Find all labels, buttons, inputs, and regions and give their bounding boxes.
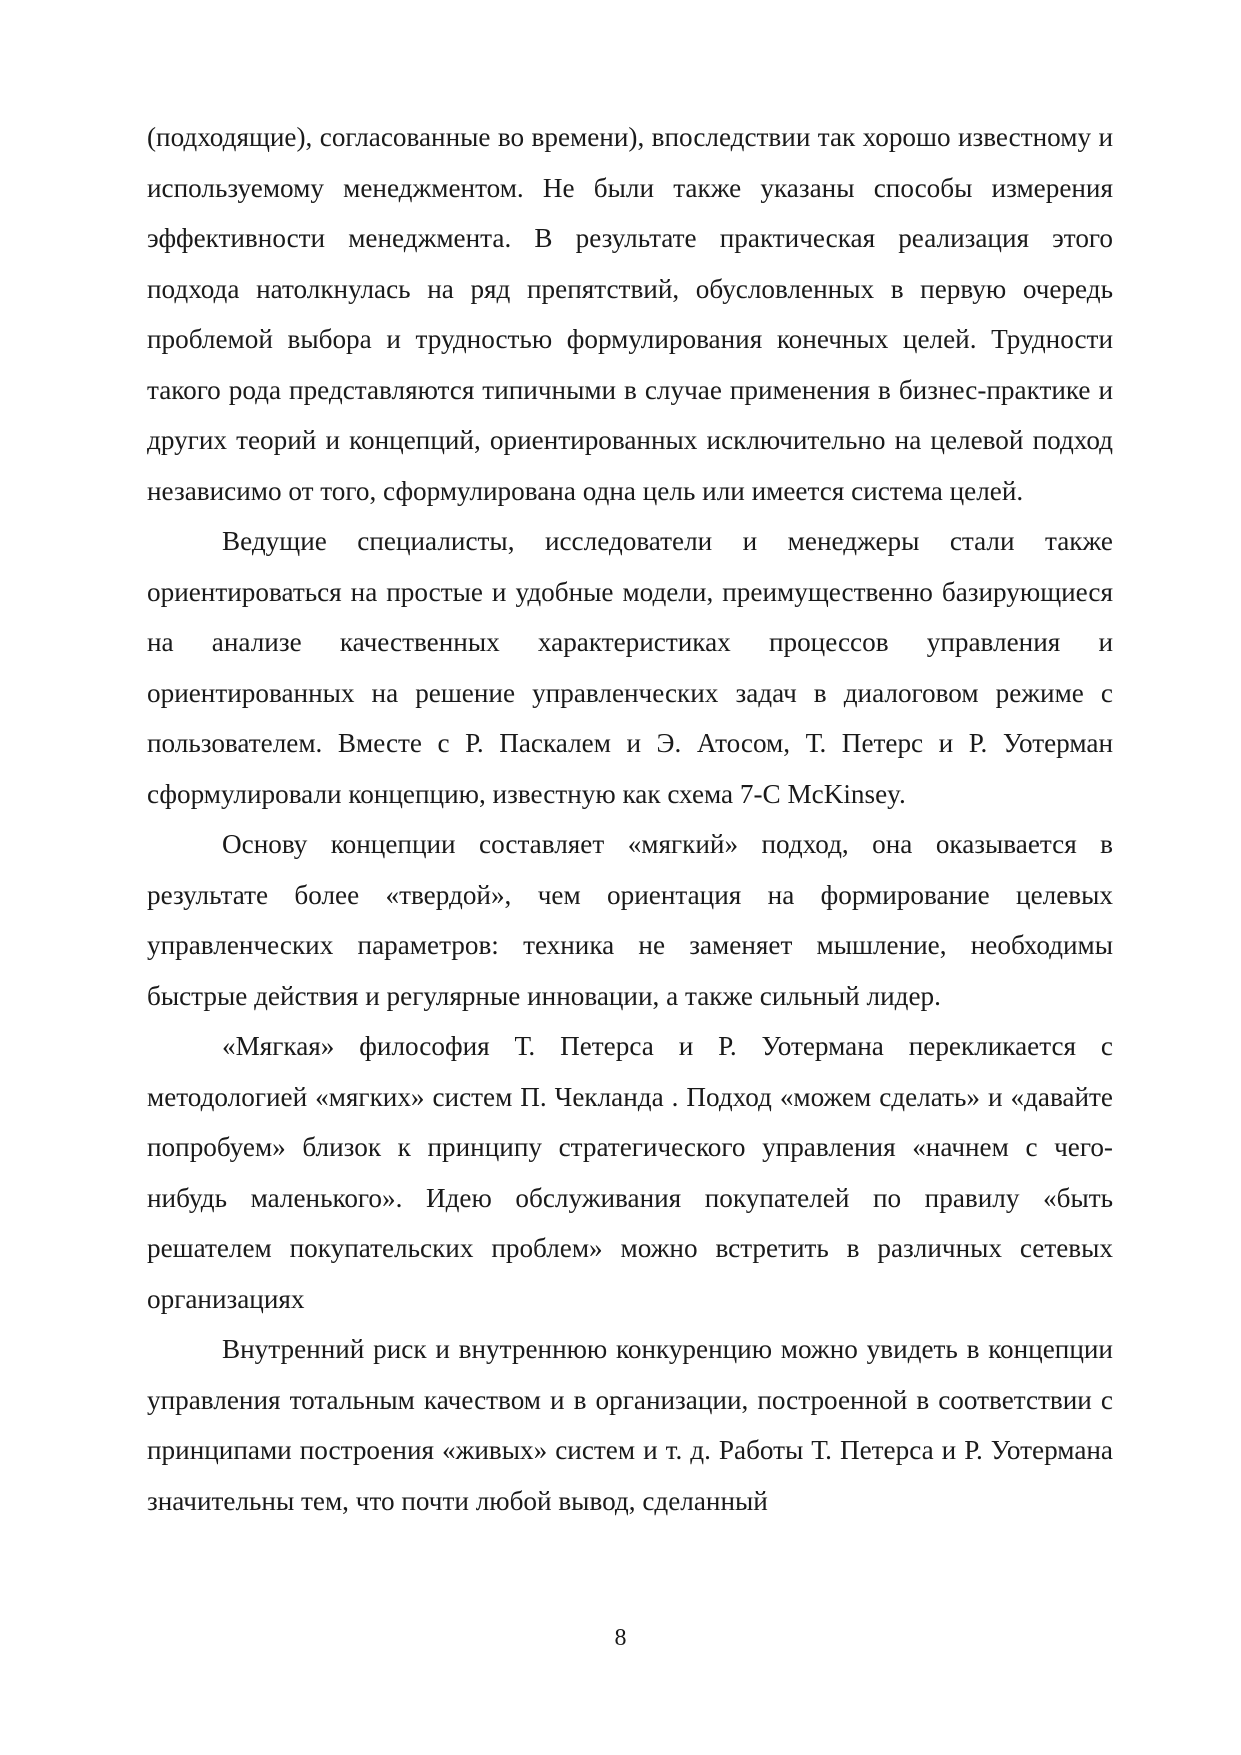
paragraph-4: «Мягкая» философия Т. Петерса и Р. Уотермана перекликается с методологией «мягких» систем П. Чекланда . Подход «можем сделать» и «давайте попробуем» близок к принципу стратегического управления «начнем с чего-нибудь маленького». Идею обслуживания покупателей по правилу «быть решателем покупательских проблем» можно встретить в различных сетевых организациях	[147, 1031, 1113, 1314]
paragraph-2: Ведущие специалисты, исследователи и менеджеры стали также ориентироваться на простые и удобные модели, преимущественно базирующиеся на анализе качественных характеристиках процессов управления и ориентированных на решение управленческих задач в диалоговом режиме с пользователем. Вместе с Р. Паскалем и Э. Атосом, Т. Петерс и Р. Уотерман сформулировали концепцию, известную как схема 7-С McKinsey.	[147, 526, 1113, 809]
paragraph-5: Внутренний риск и внутреннюю конкуренцию можно увидеть в концепции управления тотальным качеством и в организации, построенной в соответствии с принципами построения «живых» систем и т. д. Работы Т. Петерса и Р. Уотермана значительны тем, что почти любой вывод, сделанный	[147, 1334, 1113, 1516]
paragraph-1: (подходящие), согласованные во времени), впоследствии так хорошо известному и используемому менеджментом. Не были также указаны способы измерения эффективности менеджмента. В результате практическая реализация этого подхода натолкнулась на ряд препятствий, обусловленных в первую очередь проблемой выбора и трудностью формулирования конечных целей. Трудности такого рода представляются типичными в случае применения в бизнес-практике и других теорий и концепций, ориентированных исключительно на целевой подход независимо от того, сформулирована одна цель или имеется система целей.	[147, 122, 1113, 506]
body-text	[147, 112, 1113, 1526]
page-number: 8	[614, 1625, 627, 1651]
paragraph-3: Основу концепции составляет «мягкий» подход, она оказывается в результате более «твердой», чем ориентация на формирование целевых управленческих параметров: техника не заменяет мышление, необходимы быстрые действия и регулярные инновации, а также сильный лидер.	[147, 829, 1113, 1011]
